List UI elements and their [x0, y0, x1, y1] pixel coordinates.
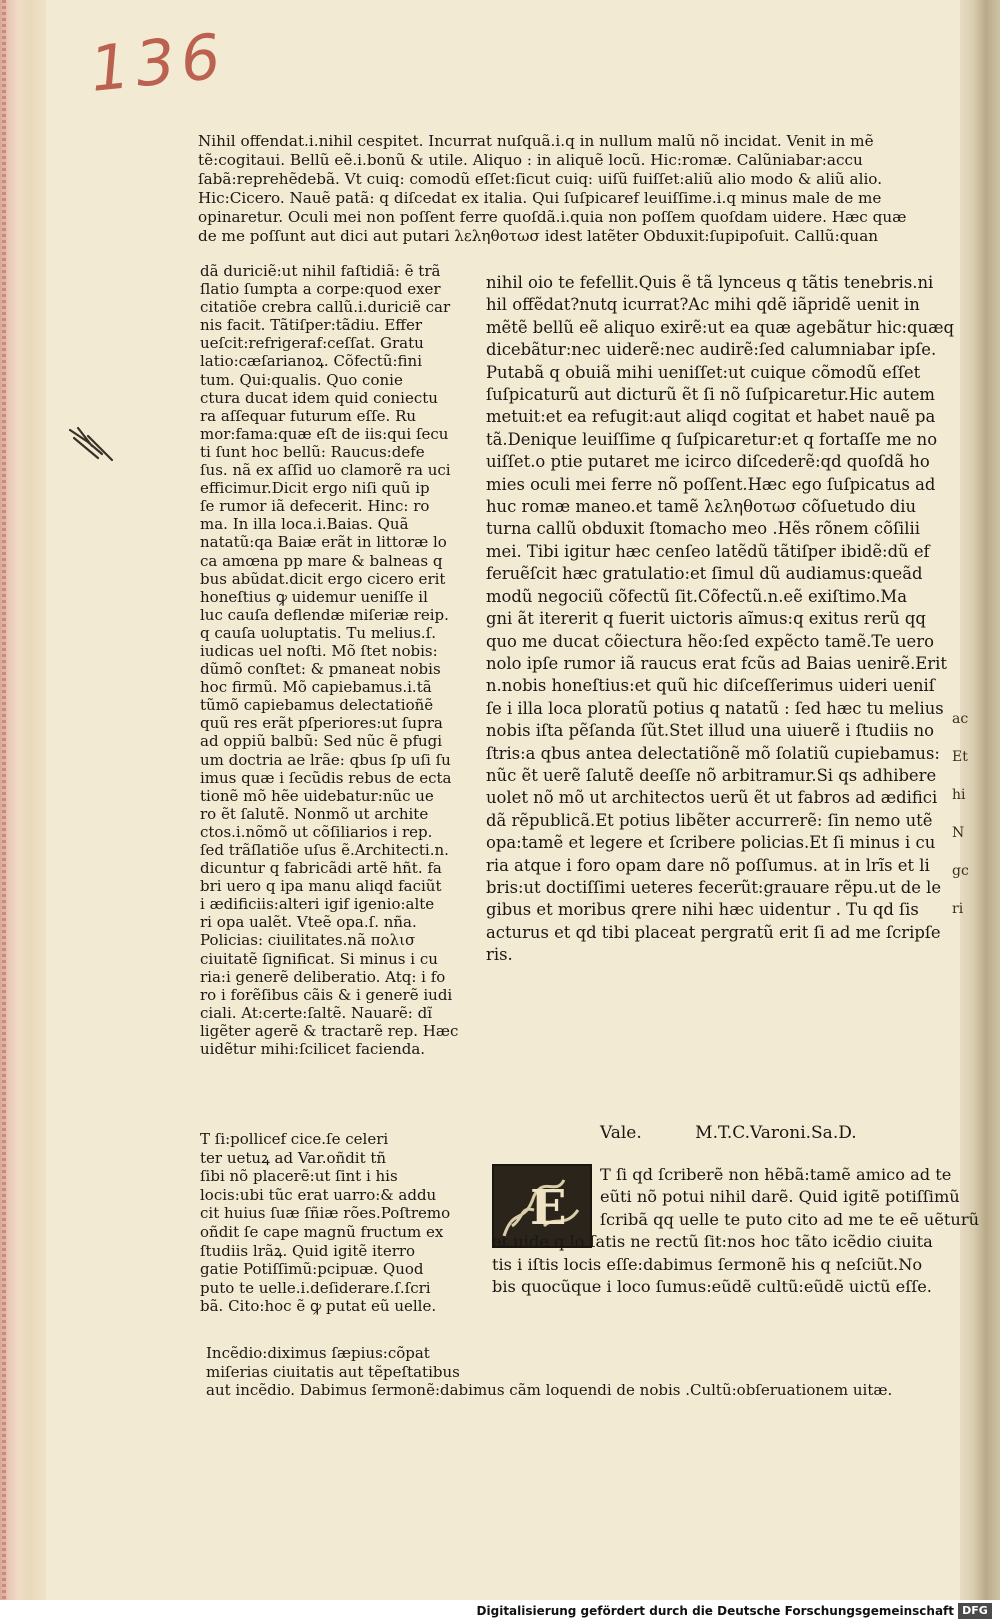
commentary-line: bã. Cito:hoc ẽ ꝙ putat eũ uelle.: [200, 1297, 437, 1316]
commentary-line: tũmõ capiebamus delectatioñẽ: [200, 696, 434, 715]
text-line: ſe i illa loca ploratũ potius q natatũ : ſed hæc tu melius: [486, 698, 944, 718]
commentary-line: puto te uelle.i.deſiderare.ſ.ſcri: [200, 1278, 431, 1297]
text-line: hil offẽdat?nutq icurrat?Ac mihi qdẽ iãpridẽ uenit in: [486, 295, 920, 315]
text-line: T ſi qd ſcriberẽ non hẽbã:tamẽ amico ad te: [600, 1165, 952, 1184]
commentary-line: ſed trãſlatiõe uſus ẽ.Architecti.n.: [200, 841, 449, 859]
letter-text-block: [492, 1164, 980, 1298]
commentary-line: oñdit ſe cape magnũ fructum ex: [200, 1222, 444, 1241]
svg-text:E: E: [530, 1180, 567, 1236]
text-line: dicebãtur:nec uiderẽ:nec audirẽ:ſed calumniabar ipſe.: [486, 340, 937, 360]
commentary-bottom-block: [206, 1344, 966, 1400]
commentary-line: q cauſa uoluptatis. Tu melius.ſ.: [200, 623, 436, 642]
commentary-line: dã duriciẽ:ut nihil faſtidiã: ẽ trã: [200, 262, 441, 280]
page-binding-edge: [0, 0, 46, 1600]
text-line: ſtris:a qbus antea delectatiõnẽ mõ ſolatiũ cupiebamus:: [486, 743, 940, 763]
commentary-line: ligẽter agerẽ & tractarẽ rep. Hæc: [200, 1021, 459, 1040]
text-line: nihil oio te fefellit.Quis ẽ tã lynceus q tãtis tenebris.ni: [486, 273, 934, 292]
text-line: tã.Denique leuiſſime q ſuſpicaretur:et q fortaſſe me no: [486, 429, 938, 449]
commentary-line: citatiõe crebra callũ.i.duriciẽ car: [200, 298, 451, 317]
commentary-line: ſtudiis lrãꝝ. Quid igitẽ iterro: [200, 1241, 416, 1260]
text-line: opa:tamẽ et legere et ſcribere policias.Et ſi minus i cu: [486, 833, 936, 853]
text-line: nobis iſta pẽſanda ſũt.Stet illud una uiuerẽ i ſtudiis no: [486, 721, 935, 741]
text-line: mei. Tibi igitur hæc cenſeo latẽdũ tãtiſper ibidẽ:dũ ef: [486, 541, 930, 561]
text-line: mies oculi mei ferre nõ poſſent.Hæc ego ſuſpicatus ad: [486, 474, 936, 494]
commentary-left-column: [200, 262, 470, 1058]
text-line: feruẽſcit hæc gratulatio:et ſimul dũ audiamus:queãd: [486, 564, 923, 584]
commentary-line: iudicas uel noſti. Mõ ſtet nobis:: [200, 641, 438, 660]
commentary-line: ſlatio ſumpta a corpe:quod exer: [200, 280, 441, 299]
text-line: gibus et moribus qrere nihi hæc uidentur . Tu qd ſis: [486, 900, 919, 920]
text-line: metuit:et ea refugit:aut aliqd cogitat et habet nauẽ pa: [486, 407, 936, 427]
commentary-line: opinaretur. Oculi mei non poſſent ferre quoſdã.i.quia non poſſem quoſdam uidere. Hæc quæ: [198, 208, 907, 227]
letter-heading: [490, 1122, 950, 1144]
fragment-glyph: hi: [952, 787, 966, 803]
commentary-line: tionẽ mõ hẽe uidebatur:nũc ue: [200, 786, 434, 805]
commentary-line: ter uetuꝝ ad Var.oñdit tñ: [200, 1148, 387, 1167]
commentary-line: dũmõ conſtet: & pmaneat nobis: [200, 660, 441, 679]
letter-salutation: M.T.C.Varoni.Sa.D.: [695, 1123, 857, 1143]
commentary-top-block: [198, 132, 958, 247]
text-line: nũc ẽt uerẽ ſalutẽ deeſſe nõ arbitramur.Si qs adhibere: [486, 765, 937, 785]
folio-number: 136: [86, 19, 230, 106]
commentary-line: Nihil offendat.i.nihil cespitet. Incurrat nuſquã.i.q in nullum malũ nõ incidat. Venit in mẽ: [198, 132, 874, 150]
commentary-line: ueſcit:refrigeraf:ceſſat. Gratu: [200, 334, 424, 353]
digitization-footer: [0, 1600, 1000, 1624]
text-line: ſuſpicaturũ aut dicturũ ẽt ſi nõ ſuſpicaretur.Hic autem: [486, 385, 935, 405]
commentary-line: ſus. nã ex aſſid uo clamorẽ ra uci: [200, 461, 451, 480]
commentary-line: um doctria ae lrãe: qbus ſp uſi ſu: [200, 750, 451, 769]
commentary-line: quũ res erãt pſperiores:ut ſupra: [200, 714, 443, 733]
text-line: nolo ipſe rumor iã raucus erat fcũs ad Baias uenirẽ.Erit: [486, 653, 947, 673]
commentary-line: bri uero q ipa manu aliqd faciũt: [200, 877, 442, 896]
text-line: ſcribã qq uelle te puto cito ad me te eẽ uẽturũ: [600, 1209, 980, 1229]
commentary-line: nis facit. Tãtiſper:tãdiu. Effer: [200, 316, 422, 335]
text-line: acturus et qd tibi placeat pergratũ erit ſi ad me ſcripſe: [486, 922, 941, 942]
commentary-line: ca amœna pp mare & balneas q: [200, 551, 443, 570]
commentary-line: tum. Qui:qualis. Quo conie: [200, 370, 403, 389]
text-line: modũ negociũ cõfectũ ſit.Cõfectũ.n.eẽ exiſtimo.Ma: [486, 586, 907, 606]
commentary-line: luc cauſa deflendæ miſeriæ reip.: [200, 605, 449, 624]
text-line: n.nobis honeſtius:et quũ hic diſceſſerimus uideri ueniſ: [486, 676, 935, 696]
commentary-line: latio:cæſarianoꝝ. Cõfectũ:fini: [200, 352, 422, 371]
commentary-bottom-left-block: [200, 1130, 485, 1316]
commentary-line: Hic:Cicero. Nauẽ patã: q diſcedat ex italia. Qui ſuſpicaref leuiſſime.i.q minus male de me: [198, 189, 882, 208]
dfg-logo: DFG: [958, 1603, 992, 1619]
fragment-glyph: ac: [952, 711, 969, 727]
text-line: mẽtẽ bellũ eẽ aliquo exirẽ:ut ea quæ agebãtur hic:quæq: [486, 317, 954, 337]
commentary-line: ctos.i.nõmõ ut cõſiliarios i rep.: [200, 822, 433, 841]
vale-closing: Vale.: [600, 1123, 642, 1143]
commentary-line: locis:ubi tũc erat uarro:& addu: [200, 1185, 437, 1204]
commentary-line: ria:i generẽ deliberatio. Atq: i fo: [200, 967, 446, 986]
commentary-line: ma. In illa loca.i.Baias. Quã: [200, 515, 409, 534]
commentary-line: hoc firmũ. Mõ capiebamus.i.tã: [200, 678, 432, 697]
commentary-line: de me poſſunt aut dici aut putari λεληθοτωσ idest latẽter Obduxit:ſupipoſuit. Callũ:quan: [198, 227, 879, 246]
text-line: tis i iſtis locis eſſe:dabimus ſermonẽ his q neſciũt.No: [492, 1254, 923, 1274]
main-letter-text: [486, 272, 954, 967]
text-line: bis quocũque i loco ſumus:eũdẽ cultũ:eũdẽ uictũ eſſe.: [492, 1277, 932, 1297]
fragment-glyph: gc: [952, 863, 969, 879]
commentary-line: ra aſſequar futurum eſſe. Ru: [200, 406, 417, 425]
commentary-line: efficimur.Dicit ergo niſi quũ ip: [200, 479, 430, 498]
commentary-line: ſibi nõ placerẽ:ut ſint i his: [200, 1167, 398, 1186]
commentary-line: honeſtius ꝙ uidemur ueniſſe il: [200, 587, 428, 606]
text-line: quo me ducat cõiectura hẽo:ſed expẽcto tamẽ.Te uero: [486, 631, 934, 651]
text-line: uiſſet.o ptie putaret me icirco diſcederẽ:qd quoſdã ho: [486, 452, 930, 472]
text-line: ris.: [486, 945, 513, 965]
text-line: gni ãt itererit q fuerit uictoris aĩmus:q exitus rerũ qq: [486, 609, 926, 629]
fragment-glyph: ri: [952, 901, 964, 917]
commentary-line: cit huius ſuæ ſñiæ rões.Poſtremo: [200, 1204, 451, 1223]
commentary-line: gatie Potiſſimũ:pcipuæ. Quod: [200, 1260, 424, 1279]
text-line: dã rẽpublicã.Et potius libẽter accurrerẽ: ſin nemo utẽ: [486, 810, 933, 830]
commentary-line: Incẽdio:diximus ſæpius:cõpat: [206, 1344, 430, 1362]
text-line: ria atque i foro opam dare nõ poſſumus. at in lrĩs et li: [486, 855, 930, 875]
commentary-line: bus abũdat.dicit ergo cicero erit: [200, 569, 446, 588]
commentary-line: ſabã:reprehẽdebã. Vt cuiq: comodũ eſſet:ſicut cuiq: uiſũ fuiſſet:aliũ alio modo & aliũ alio.: [198, 170, 883, 189]
commentary-line: uidẽtur mihi:ſcilicet facienda.: [200, 1040, 426, 1059]
fragment-glyph: N: [952, 825, 965, 841]
commentary-line: Policias: ciuilitates.nã πολισ: [200, 931, 416, 950]
commentary-line: T ſi:pollicef cice.ſe celeri: [200, 1130, 389, 1148]
commentary-line: ri opa ualẽt. Vteẽ opa.ſ. nña.: [200, 913, 417, 932]
commentary-line: mor:fama:quæ eſt de iis:qui ſecu: [200, 424, 449, 443]
text-line: eũti nõ potui nihil darẽ. Quid igitẽ potiſſimũ: [600, 1187, 960, 1207]
text-line: uolet nõ mõ ut architectos uerũ ẽt ut fabros ad ædifici: [486, 788, 938, 808]
adjacent-page-fragments: [952, 700, 968, 928]
text-line: turna callũ obduxit ſtomacho meo .Hẽs rõnem cõſilii: [486, 519, 920, 539]
commentary-line: ſe rumor iã defecerit. Hinc: ro: [200, 497, 430, 516]
commentary-line: ciali. At:certe:ſaltẽ. Nauarẽ: dĩ: [200, 1003, 433, 1022]
footer-credit: Digitalisierung gefördert durch die Deutsche Forschungsgemeinschaft: [476, 1604, 954, 1618]
commentary-line: natatũ:qa Baiæ erãt in littoræ lo: [200, 533, 447, 552]
commentary-line: dicuntur q fabricãdi artẽ hñt. fa: [200, 859, 442, 878]
commentary-line: ro ẽt ſalutẽ. Nonmõ ut archite: [200, 804, 429, 823]
commentary-line: tẽ:cogitaui. Bellũ eẽ.i.bonũ & utile. Aliquo : in aliquẽ locũ. Hic:romæ. Calũniabar:accu: [198, 151, 863, 170]
commentary-line: ro i forẽſibus cãis & i generẽ iudi: [200, 985, 453, 1004]
commentary-line: aut incẽdio. Dabimus ſermonẽ:dabimus cãm loquendi de nobis .Cultũ:obſeruationem uitæ.: [206, 1381, 893, 1400]
fragment-glyph: Et: [952, 749, 968, 765]
manicule-mark-icon: [68, 424, 120, 464]
commentary-line: ad oppiũ balbũ: Sed nũc ẽ pfugi: [200, 732, 443, 751]
text-line: et uide q lo ſatis ne rectũ ſit:nos hoc tãto icẽdio ciuita: [492, 1232, 933, 1252]
commentary-line: ti ſunt hoc bellũ: Raucus:defe: [200, 442, 425, 461]
commentary-line: miſerias ciuitatis aut tẽpeſtatibus: [206, 1362, 460, 1381]
text-line: huc romæ maneo.et tamẽ λεληθοτωσ cõſuetudo diu: [486, 497, 917, 517]
text-line: Putabã q obuiã mihi ueniſſet:ut cuique cõmodũ eſſet: [486, 362, 921, 382]
commentary-line: ciuitatẽ ſignificat. Si minus i cu: [200, 949, 438, 968]
text-line: bris:ut doctiſſimi ueteres fecerũt:grauare rẽpu.ut de le: [486, 877, 942, 897]
commentary-line: i ædificiis:alteri igif igenio:alte: [200, 895, 435, 914]
commentary-line: imus quæ i ſecũdis rebus de ecta: [200, 768, 452, 787]
commentary-line: ctura ducat idem quid coniectu: [200, 388, 438, 407]
